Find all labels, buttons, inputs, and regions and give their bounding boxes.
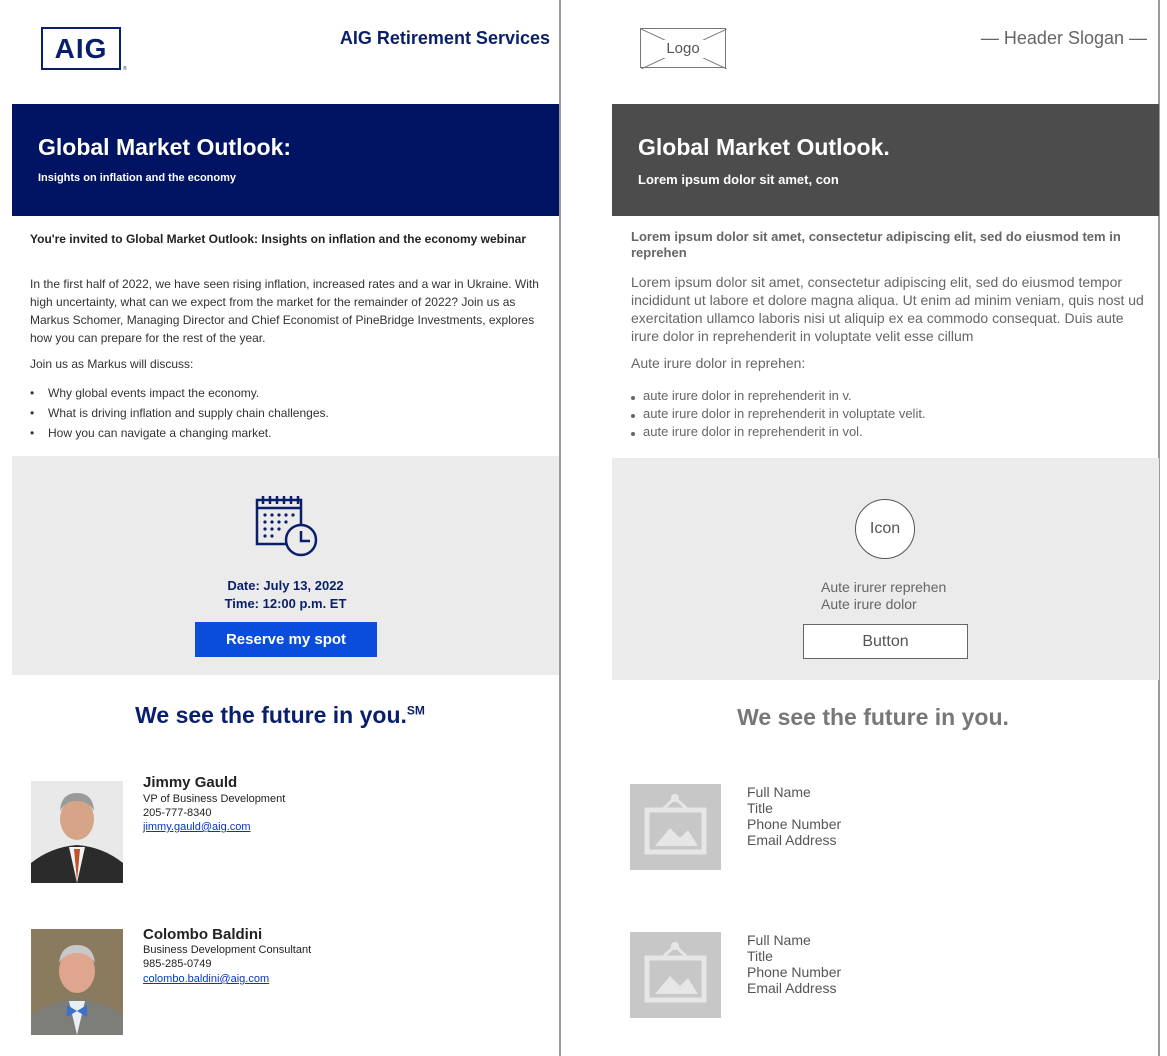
hero-banner <box>612 104 1159 216</box>
contact-title: VP of Business Development <box>143 793 286 805</box>
contact-phone: 985-285-0749 <box>143 958 212 970</box>
contact-photo <box>31 929 123 1035</box>
wireframe-panel <box>561 0 1167 1056</box>
event-line: Aute irurer reprehen <box>821 579 947 595</box>
header-slogan: — Header Slogan — <box>980 28 1147 48</box>
icon-placeholder: Icon <box>855 499 915 559</box>
topic-item: • What is driving inflation and supply chain challenges. <box>30 404 329 424</box>
image-icon <box>630 932 721 1018</box>
contact-phone: 205-777-8340 <box>143 807 212 819</box>
join-text: Aute irure dolor in reprehen: <box>631 355 806 371</box>
intro-heading: You're invited to Global Market Outlook: Insights on inflation and the economy webinar <box>30 232 527 246</box>
topic-item: aute irure dolor in reprehenderit in vol. <box>631 423 926 441</box>
calendar-clock-icon <box>255 494 319 558</box>
image-placeholder <box>630 932 721 1018</box>
service-mark: SM <box>406 703 425 718</box>
logo-placeholder <box>640 28 726 68</box>
contact-name: Full Name <box>747 932 811 948</box>
topic-item: aute irure dolor in reprehenderit in voluptate velit. <box>631 405 926 423</box>
tagline-text: We see the future in you. <box>135 702 407 728</box>
contact-email: Email Address <box>747 980 837 996</box>
contact-details <box>747 784 841 848</box>
event-line: Aute irure dolor <box>821 596 917 612</box>
hero-title: Global Market Outlook: <box>38 134 292 160</box>
contact-name: Jimmy Gauld <box>143 774 238 791</box>
reserve-button[interactable]: Reserve my spot <box>195 622 377 657</box>
intro-paragraph: In the first half of 2022, we have seen rising inflation, increased rates and a war in Ukraine. With high uncertainty, what can we expect from the market for the remainder of 2022? Join us as Markus Schomer, Managing Director and Chief Economist of PineBridge Investments, explores how you can prepare for the rest of the year. <box>30 277 539 345</box>
event-date: Date: July 13, 2022 <box>227 578 344 593</box>
contact-phone: Phone Number <box>747 964 842 980</box>
intro-heading: Lorem ipsum dolor sit amet, consectetur adipiscing elit, sed do eiusmod tem in reprehen <box>631 229 1121 260</box>
contact-details <box>747 932 841 996</box>
aig-email-panel <box>0 0 560 1056</box>
cta-button[interactable]: Button <box>803 624 968 659</box>
image-icon <box>630 784 721 870</box>
brand-name: AIG Retirement Services <box>339 28 550 48</box>
contact-title: Title <box>747 948 773 964</box>
join-text: Join us as Markus will discuss: <box>30 357 194 371</box>
contact-photo <box>31 781 123 883</box>
contact-name: Full Name <box>747 784 811 800</box>
topic-item: • Why global events impact the economy. <box>30 384 329 404</box>
logo-label: Logo <box>666 40 700 57</box>
hero-banner <box>12 104 559 216</box>
topic-item: • How you can navigate a changing market. <box>30 424 329 444</box>
topic-item: aute irure dolor in reprehenderit in v. <box>631 387 926 405</box>
contact-email-link[interactable]: colombo.baldini@aig.com <box>143 973 270 985</box>
aig-logo-text: AIG <box>54 32 108 64</box>
tagline: We see the future in you. <box>737 704 1009 730</box>
aig-logo-registered: ® <box>123 66 127 72</box>
image-placeholder <box>630 784 721 870</box>
topic-list <box>631 387 926 441</box>
contact-title: Business Development Consultant <box>143 944 312 956</box>
hero-subtitle: Lorem ipsum dolor sit amet, con <box>638 172 839 187</box>
hero-subtitle: Insights on inflation and the economy <box>38 172 237 184</box>
contact-name: Colombo Baldini <box>143 926 263 943</box>
event-time: Time: 12:00 p.m. ET <box>224 596 347 611</box>
contact-title: Title <box>747 800 773 816</box>
aig-logo <box>41 27 121 70</box>
contact-phone: Phone Number <box>747 816 842 832</box>
tagline <box>0 702 560 729</box>
intro-paragraph: Lorem ipsum dolor sit amet, consectetur adipiscing elit, sed do eiusmod tempor incididunt ut labore et dolore magna aliqua. Ut enim ad minim veniam, quis nost ud exercitation ullamco laboris nisi ut aliquip ex ea commodo consequat. Duis aute irure dolor in reprehenderit in voluptate velit esse cillum <box>631 274 1144 344</box>
hero-title: Global Market Outlook. <box>638 134 890 160</box>
contact-email: Email Address <box>747 832 837 848</box>
contact-email-link[interactable]: jimmy.gauld@aig.com <box>143 821 251 833</box>
topic-list <box>30 384 329 444</box>
